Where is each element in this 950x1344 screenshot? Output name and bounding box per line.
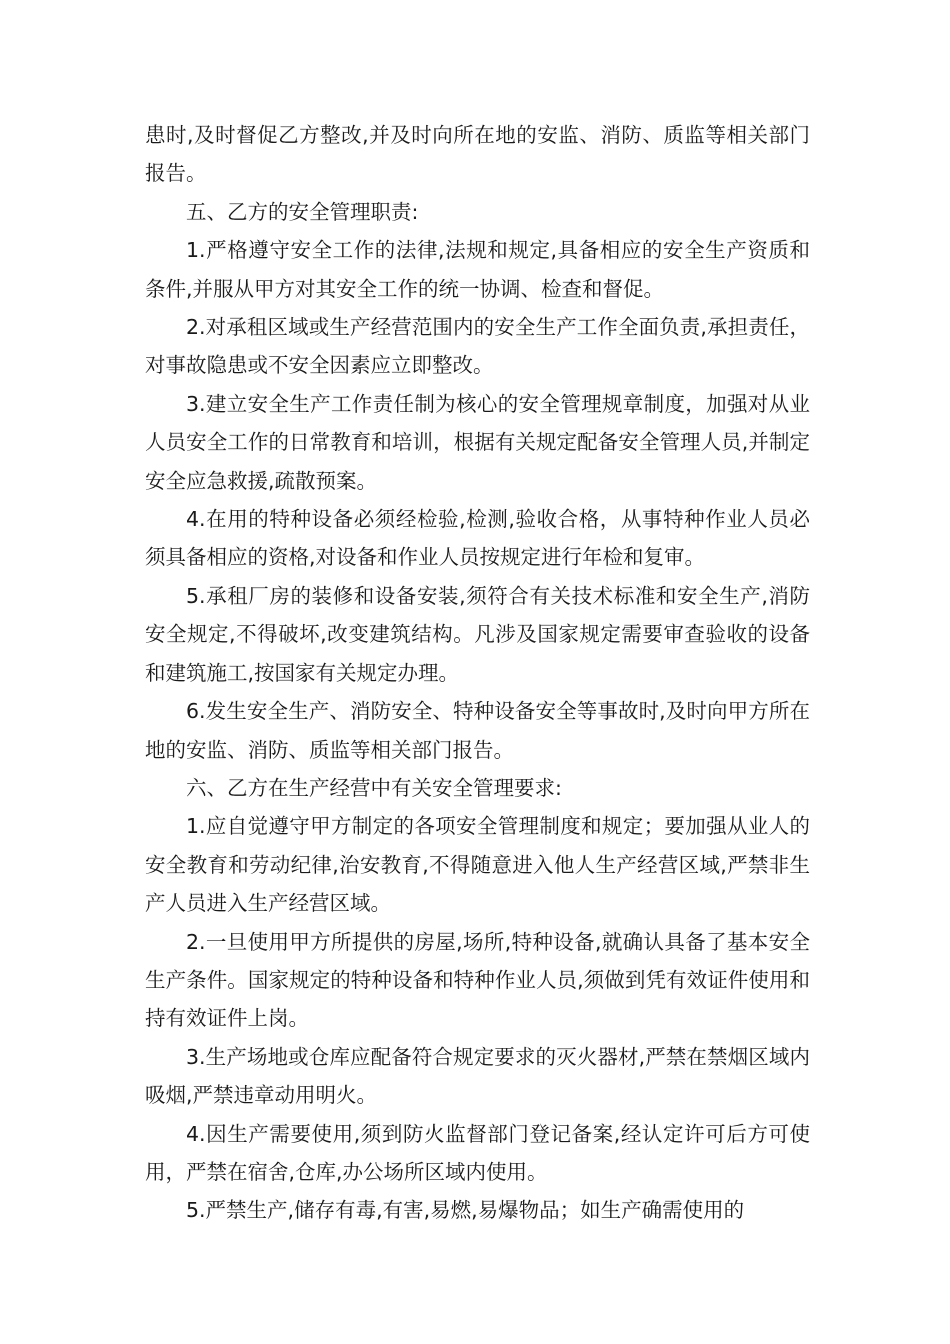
paragraph: 2.一旦使用甲方所提供的房屋,场所,特种设备,就确认具备了基本安全生产条件。国家规定的特种设备和特种作业人员,须做到凭有效证件使用和持有效证件上岗。 xyxy=(145,929,810,1031)
document-body xyxy=(145,116,810,1230)
section-heading: 五、乙方的安全管理职责: xyxy=(186,199,419,224)
paragraph: 3.生产场地或仓库应配备符合规定要求的灭火器材,严禁在禁烟区域内吸烟,严禁违章动用明火。 xyxy=(145,1044,810,1108)
paragraph: 4.因生产需要使用,须到防火监督部门登记备案,经认定许可后方可使用，严禁在宿舍,仓库,办公场所区域内使用。 xyxy=(145,1121,810,1184)
section-heading: 六、乙方在生产经营中有关安全管理要求: xyxy=(186,775,562,800)
paragraph: 6.发生安全生产、消防安全、特种设备安全等事故时,及时向甲方所在地的安监、消防、质监等相关部门报告。 xyxy=(145,699,810,762)
paragraph: 2.对承租区域或生产经营范围内的安全生产工作全面负责,承担责任，对事故隐患或不安全因素应立即整改。 xyxy=(145,315,810,378)
paragraph: 患时,及时督促乙方整改,并及时向所在地的安监、消防、质监等相关部门报告。 xyxy=(145,123,810,186)
paragraph: 5.严禁生产,储存有毒,有害,易燃,易爆物品；如生产确需使用的 xyxy=(186,1198,745,1223)
paragraph: 4.在用的特种设备必须经检验,检测,验收合格，从事特种作业人员必须具备相应的资格,对设备和作业人员按规定进行年检和复审。 xyxy=(145,507,810,570)
paragraph: 1.应自觉遵守甲方制定的各项安全管理制度和规定；要加强从业人的安全教育和劳动纪律,治安教育,不得随意进入他人生产经营区域,严禁非生产人员进入生产经营区域。 xyxy=(145,814,810,916)
paragraph: 1.严格遵守安全工作的法律,法规和规定,具备相应的安全生产资质和条件,并服从甲方对其安全工作的统一协调、检查和督促。 xyxy=(145,238,810,301)
paragraph: 3.建立安全生产工作责任制为核心的安全管理规章制度，加强对从业人员安全工作的日常教育和培训，根据有关规定配备安全管理人员,并制定安全应急救援,疏散预案。 xyxy=(145,391,810,493)
paragraph: 5.承租厂房的装修和设备安装,须符合有关技术标准和安全生产,消防安全规定,不得破坏,改变建筑结构。凡涉及国家规定需要审查验收的设备和建筑施工,按国家有关规定办理。 xyxy=(145,583,810,685)
